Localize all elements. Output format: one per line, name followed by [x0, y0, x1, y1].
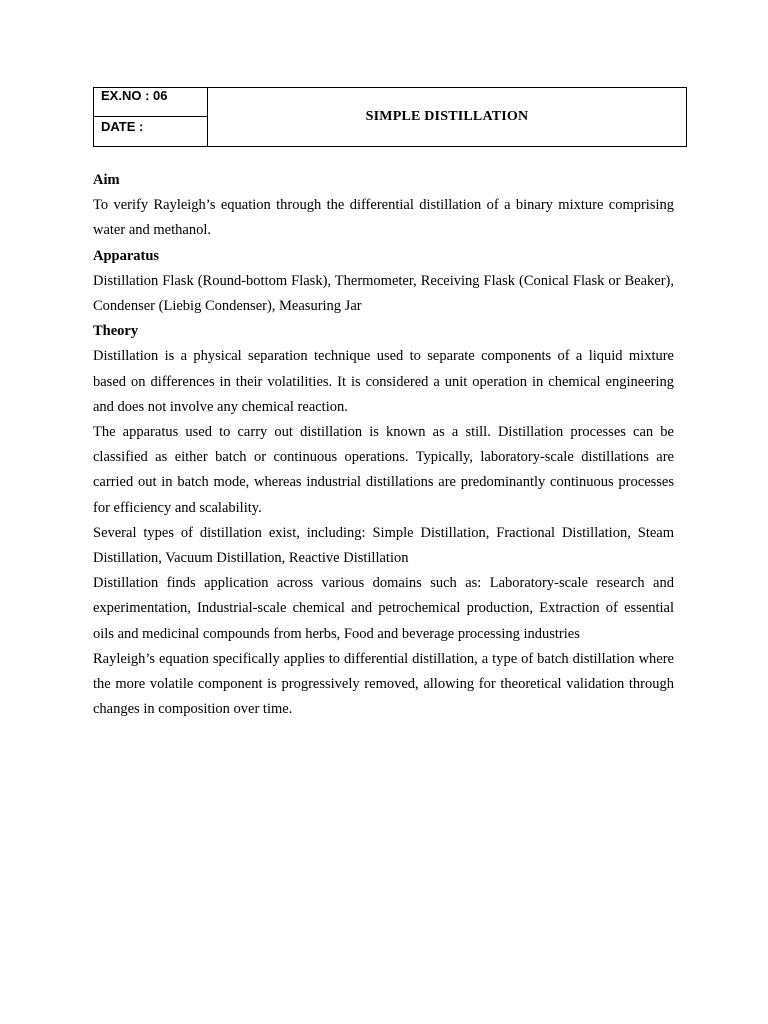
- aim-text: To verify Rayleigh’s equation through the differential distillation of a binary mixture comprising water and methanol.: [93, 197, 674, 239]
- theory-paragraph-1: Distillation is a physical separation technique used to separate components of a liquid mixture based on differences in their volatilities. It is considered a unit operation in chemical engineering and does not involve any chemical reaction.: [93, 348, 674, 415]
- theory-paragraph-3: Several types of distillation exist, including: Simple Distillation, Fractional Distillation, Steam Distillation, Vacuum Distillation, Reactive Distillation: [93, 524, 674, 567]
- theory-heading: Theory: [93, 323, 139, 340]
- apparatus-text: Distillation Flask (Round-bottom Flask), Thermometer, Receiving Flask (Conical Flask or Beaker), Condenser (Liebig Condenser), Measuring Jar: [93, 272, 674, 315]
- header-left-column: [94, 88, 208, 146]
- theory-paragraph-2: The apparatus used to carry out distillation is known as a still. Distillation processes can be classified as either batch or continuous operations. Typically, laboratory-scale distillations are carried out in batch mode, whereas industrial distillations are predominantly continuous processes for efficiency and scalability.: [93, 424, 674, 516]
- date-field: DATE :: [101, 119, 144, 134]
- aim-heading: Aim: [93, 172, 120, 188]
- header-table: [93, 87, 687, 147]
- theory-paragraph-5: Rayleigh’s equation specifically applies to differential distillation, a type of batch distillation where the more volatile component is progressively removed, allowing for theoretical validation through changes in composition over time.: [93, 650, 674, 718]
- theory-paragraph-4: Distillation finds application across various domains such as: Laboratory-scale research and experimentation, Industrial-scale chemical and petrochemical production, Extraction of essential oils and medicinal compounds from herbs, Food and beverage processing industries: [93, 575, 674, 642]
- document-body: [93, 168, 674, 722]
- exercise-number: EX.NO : 06: [94, 88, 207, 117]
- apparatus-heading: Apparatus: [93, 247, 160, 264]
- document-title: SIMPLE DISTILLATION: [365, 109, 529, 124]
